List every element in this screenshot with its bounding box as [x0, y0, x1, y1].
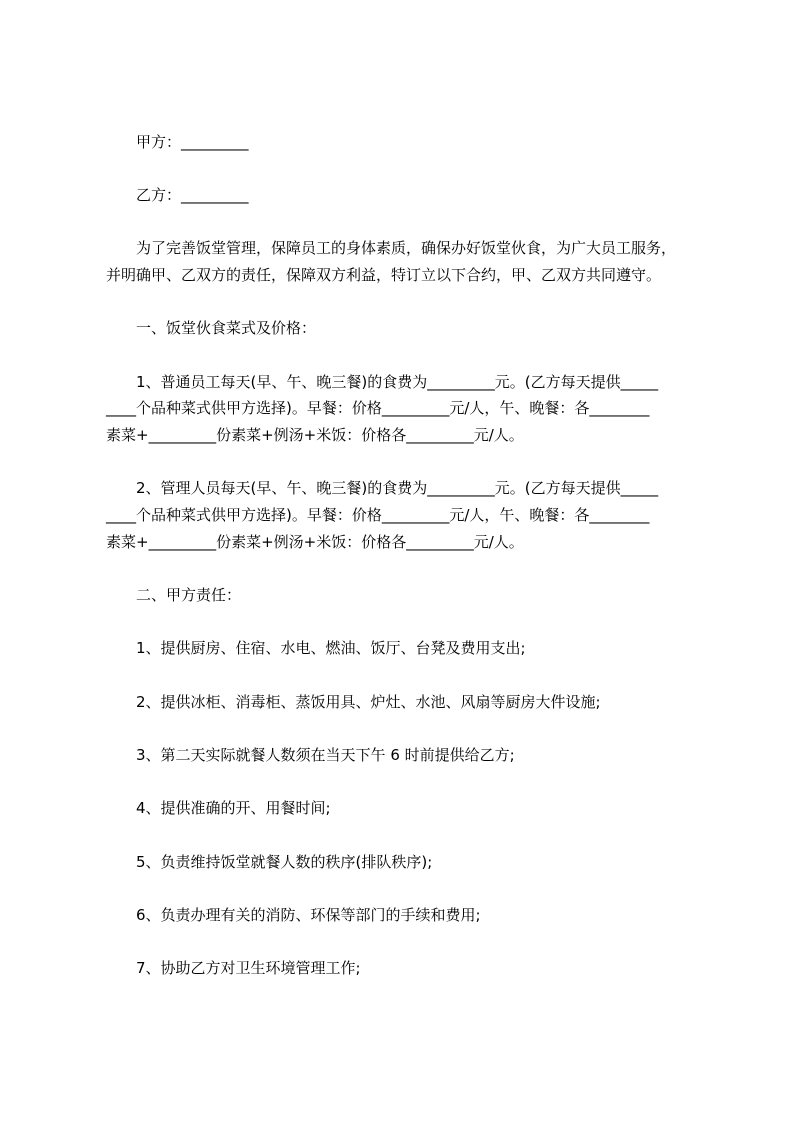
intro-line-1: 为了完善饭堂管理，保障员工的身体素质，确保办好饭堂伙食，为广大员工服务， [136, 239, 677, 257]
section1-heading: 一、饭堂伙食菜式及价格： [136, 319, 317, 337]
section2-heading: 二、甲方责任： [136, 586, 242, 604]
section2-item-4: 4、提供准确的开、用餐时间; [136, 799, 331, 817]
section1-item1-line-3: 素菜+_________份素菜+例汤+米饭：价格各_________元/人。 [106, 426, 524, 444]
intro-line-2: 并明确甲、乙双方的责任，保障双方利益，特订立以下合约，甲、乙双方共同遵守。 [106, 266, 662, 284]
party-a-line: 甲方：_________ [136, 133, 249, 151]
section2-item-2: 2、提供冰柜、消毒柜、蒸饭用具、炉灶、水池、风扇等厨房大件设施; [136, 693, 601, 711]
section2-item-6: 6、负责办理有关的消防、环保等部门的手续和费用; [136, 906, 481, 924]
party-b-line: 乙方：_________ [136, 186, 249, 204]
section1-item2-line-1: 2、管理人员每天(早、午、晚三餐)的食费为_________元。(乙方每天提供_____ [136, 479, 659, 497]
section1-item1-line-2: ____个品种菜式供甲方选择)。早餐：价格_________元/人，午、晚餐：各________ [106, 399, 650, 417]
section2-item-5: 5、负责维持饭堂就餐人数的秩序(排队秩序); [136, 853, 433, 871]
section1-item2-line-2: ____个品种菜式供甲方选择)。早餐：价格_________元/人，午、晚餐：各________ [106, 506, 650, 524]
section1-item2-line-3: 素菜+_________份素菜+例汤+米饭：价格各_________元/人。 [106, 533, 524, 551]
section1-item1-line-1: 1、普通员工每天(早、午、晚三餐)的食费为_________元。(乙方每天提供_____ [136, 373, 659, 391]
section2-item-7: 7、协助乙方对卫生环境管理工作; [136, 959, 361, 977]
section2-item-1: 1、提供厨房、住宿、水电、燃油、饭厅、台凳及费用支出; [136, 639, 526, 657]
section2-item-3: 3、第二天实际就餐人数须在当天下午 6 时前提供给乙方; [136, 746, 515, 764]
